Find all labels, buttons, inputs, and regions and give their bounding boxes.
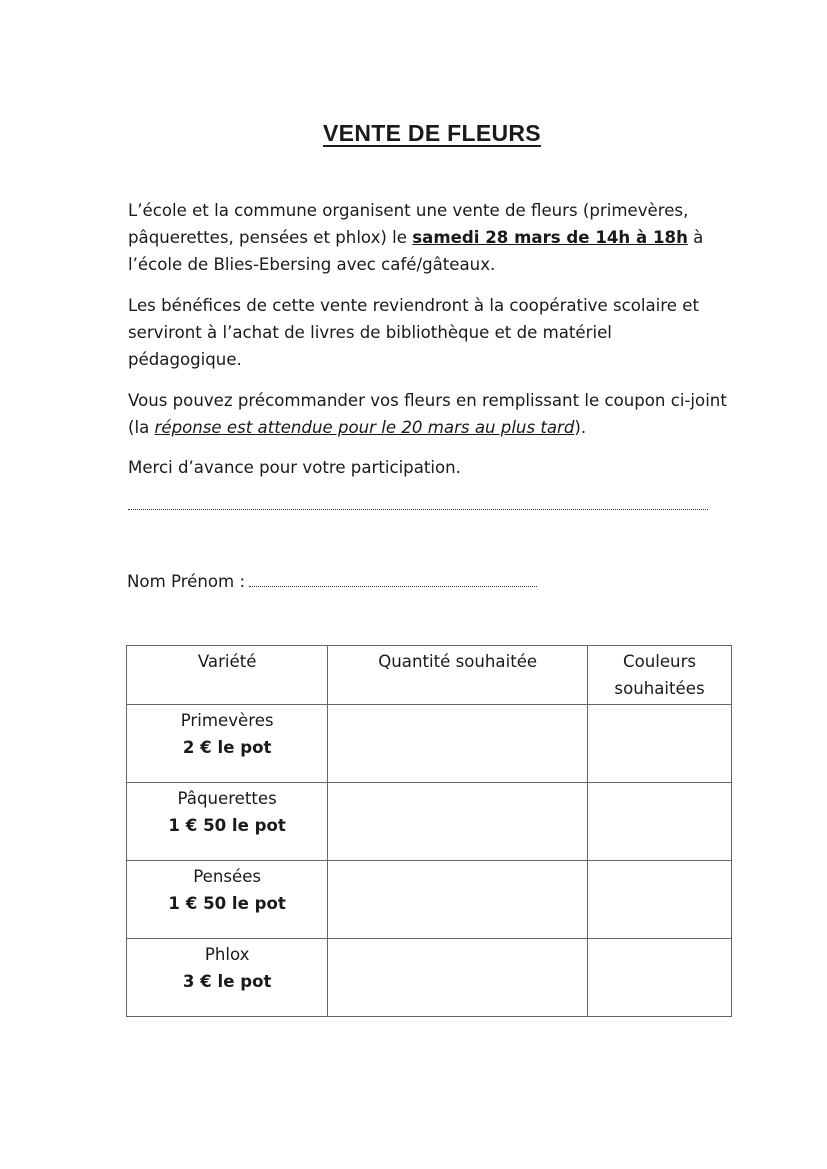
variety-cell <box>127 861 328 939</box>
colors-input-cell[interactable] <box>588 939 732 1017</box>
preorder-text: Vous pouvez précommander vos fleurs en remplissant le coupon ci-joint (la <box>128 391 727 437</box>
intro-paragraph-benefits: Les bénéfices de cette vente reviendront à la coopérative scolaire et serviront à l’achat de livres de bibliothèque et de matériel pédagogique. <box>128 296 699 369</box>
quantity-input-cell[interactable] <box>328 939 588 1017</box>
header-colors: Couleurs souhaitées <box>588 646 732 705</box>
intro-paragraph-thanks: Merci d’avance pour votre participation. <box>128 458 461 477</box>
name-field-row <box>127 570 537 594</box>
table-row <box>127 861 732 939</box>
quantity-input-cell[interactable] <box>328 705 588 783</box>
table-row <box>127 939 732 1017</box>
table-row <box>127 783 732 861</box>
variety-price: 1 € 50 le pot <box>168 816 286 835</box>
event-date: samedi 28 mars de 14h à 18h <box>412 228 688 247</box>
intro-text: L’école et la commune organisent une vente de fleurs (primevères, pâquerettes, pensées et phlox) le <box>128 201 689 247</box>
colors-input-cell[interactable] <box>588 783 732 861</box>
colors-input-cell[interactable] <box>588 861 732 939</box>
intro-paragraph-event <box>128 197 728 278</box>
colors-input-cell[interactable] <box>588 705 732 783</box>
cut-line-separator <box>128 509 708 510</box>
name-field-label: Nom Prénom : <box>127 572 246 591</box>
order-table <box>126 645 732 1017</box>
variety-price: 2 € le pot <box>182 738 272 757</box>
header-quantity: Quantité souhaitée <box>328 646 588 705</box>
variety-name: Phlox <box>204 945 250 964</box>
intro-text: à l’école de Blies-Ebersing avec café/gâteaux. <box>128 228 704 274</box>
preorder-text: ). <box>574 418 587 437</box>
intro-paragraph-preorder <box>128 387 728 441</box>
variety-price: 1 € 50 le pot <box>168 894 286 913</box>
variety-name: Primevères <box>180 711 274 730</box>
response-deadline: réponse est attendue pour le 20 mars au plus tard <box>154 418 575 437</box>
variety-cell <box>127 939 328 1017</box>
variety-cell <box>127 705 328 783</box>
variety-name: Pâquerettes <box>177 789 277 808</box>
table-header-row <box>127 646 732 705</box>
quantity-input-cell[interactable] <box>328 861 588 939</box>
variety-name: Pensées <box>193 867 262 886</box>
variety-price: 3 € le pot <box>182 972 272 991</box>
table-row <box>127 705 732 783</box>
quantity-input-cell[interactable] <box>328 783 588 861</box>
name-field-blank[interactable] <box>249 572 537 587</box>
page-title: VENTE DE FLEURS <box>323 120 541 146</box>
header-variety: Variété <box>127 646 328 705</box>
variety-cell <box>127 783 328 861</box>
